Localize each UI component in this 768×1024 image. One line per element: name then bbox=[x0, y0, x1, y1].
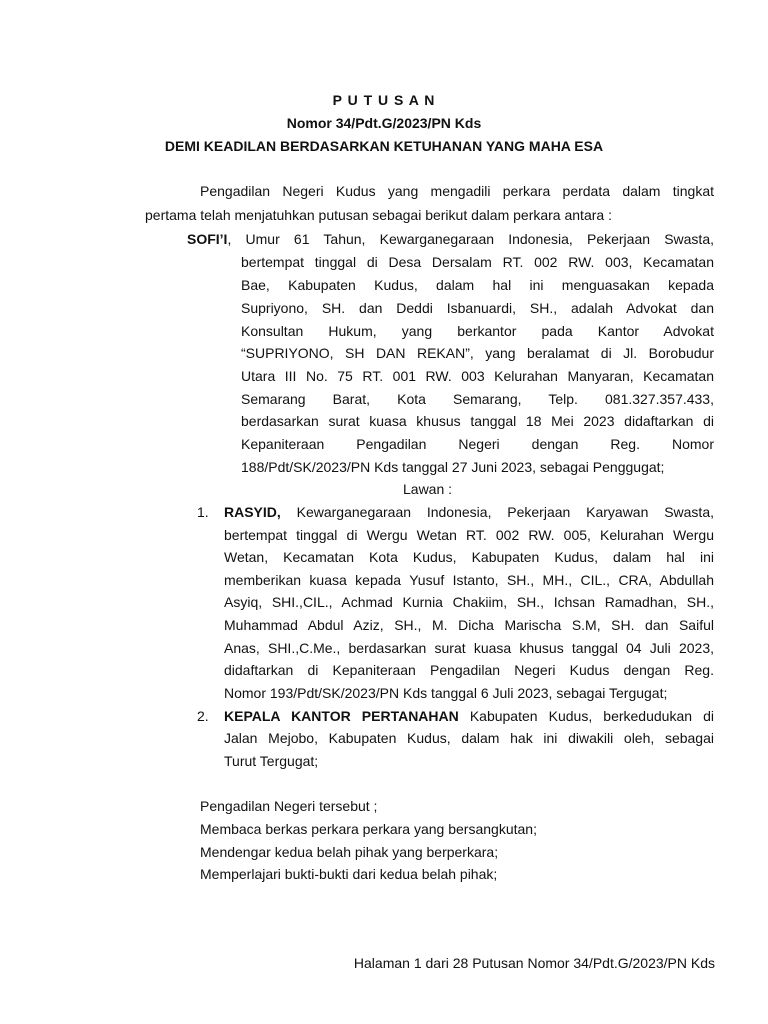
defendant-1-last-line: Nomor 193/Pdt/SK/2023/PN Kds tanggal 6 Juli 2023, sebagai Tergugat; bbox=[224, 685, 668, 701]
defendant-1-line: Anas, SHI.,C.Me., berdasarkan surat kuasa khusus tanggal 04 Juli 2023, bbox=[224, 640, 714, 656]
page-footer: Halaman 1 dari 28 Putusan Nomor 34/Pdt.G/2023/PN Kds bbox=[353, 955, 715, 971]
plaintiff-line: Utara III No. 75 RT. 001 RW. 003 Kelurahan Manyaran, Kecamatan bbox=[241, 368, 714, 384]
plaintiff-line: Supriyono, SH. dan Deddi Isbanuardi, SH., adalah Advokat dan bbox=[241, 300, 714, 316]
plaintiff-line: Semarang Barat, Kota Semarang, Telp. 081.327.357.433, bbox=[241, 391, 714, 407]
intro-line-2: pertama telah menjatuhkan putusan sebagai berikut dalam perkara antara : bbox=[145, 207, 612, 223]
plaintiff-line: bertempat tinggal di Desa Dersalam RT. 002 RW. 003, Kecamatan bbox=[241, 254, 714, 270]
case-number: Nomor 34/Pdt.G/2023/PN Kds bbox=[286, 115, 482, 131]
defendant-1-name: RASYID, bbox=[224, 504, 281, 520]
document-title: P U T U S A N bbox=[332, 92, 436, 108]
plaintiff-line: “SUPRIYONO, SH DAN REKAN”, yang beralamat di Jl. Borobudur bbox=[241, 345, 714, 361]
defendant-1-line: bertempat tinggal di Wergu Wetan RT. 002 RW. 005, Kelurahan Wergu bbox=[224, 527, 714, 543]
defendant-1-line: Muhammad Abdul Aziz, SH., M. Dicha Marischa S.M, SH. dan Saiful bbox=[224, 617, 714, 633]
closing-line: Membaca berkas perkara perkara yang bersangkutan; bbox=[200, 821, 537, 837]
closing-line: Pengadilan Negeri tersebut ; bbox=[200, 798, 378, 814]
court-motto: DEMI KEADILAN BERDASARKAN KETUHANAN YANG MAHA ESA bbox=[164, 138, 604, 154]
defendant-2-last-line: Turut Tergugat; bbox=[224, 753, 319, 769]
plaintiff-line: Kepaniteraan Pengadilan Negeri dengan Reg. Nomor bbox=[241, 436, 714, 452]
plaintiff-last-line: 188/Pdt/SK/2023/PN Kds tanggal 27 Juni 2023, sebagai Penggugat; bbox=[241, 459, 665, 475]
defendant-1-line: didaftarkan di Kepaniteraan Pengadilan Negeri Kudus dengan Reg. bbox=[224, 662, 714, 678]
defendant-1-line: Wetan, Kecamatan Kota Kudus, Kabupaten Kudus, dalam hal ini bbox=[224, 549, 714, 565]
defendant-2-first-line-text: Kabupaten Kudus, berkedudukan di bbox=[458, 708, 714, 724]
plaintiff-first-line-text: , Umur 61 Tahun, Kewarganegaraan Indonesia, Pekerjaan Swasta, bbox=[227, 231, 714, 247]
defendant-2-number: 2. bbox=[197, 708, 209, 724]
plaintiff-line: Bae, Kabupaten Kudus, dalam hal ini menguasakan kepada bbox=[241, 277, 714, 293]
plaintiff-name: SOFI’I bbox=[187, 231, 228, 247]
defendant-1-line: memberikan kuasa kepada Yusuf Istanto, SH., MH., CIL., CRA, Abdullah bbox=[224, 572, 714, 588]
closing-line: Memperlajari bukti-bukti dari kedua belah pihak; bbox=[200, 866, 498, 882]
defendant-1-first-line-text: Kewarganegaraan Indonesia, Pekerjaan Karyawan Swasta, bbox=[280, 504, 714, 520]
defendant-2-name: KEPALA KANTOR PERTANAHAN bbox=[224, 708, 459, 724]
plaintiff-line: berdasarkan surat kuasa khusus tanggal 18 Mei 2023 didaftarkan di bbox=[241, 413, 714, 429]
defendant-1-number: 1. bbox=[197, 504, 209, 520]
defendant-2-first-line bbox=[224, 706, 714, 726]
closing-line: Mendengar kedua belah pihak yang berperkara; bbox=[200, 844, 499, 860]
defendant-2-line: Jalan Mejobo, Kabupaten Kudus, dalam hak ini diwakili oleh, sebagai bbox=[224, 730, 714, 746]
defendant-1-line: Asyiq, SHI.,CIL., Achmad Kurnia Chakiim, SH., Ichsan Ramadhan, SH., bbox=[224, 594, 714, 610]
defendant-1-first-line bbox=[224, 502, 714, 522]
plaintiff-first-line bbox=[187, 229, 714, 249]
versus-label: Lawan : bbox=[403, 481, 453, 497]
plaintiff-line: Konsultan Hukum, yang berkantor pada Kantor Advokat bbox=[241, 323, 714, 339]
intro-line-1: Pengadilan Negeri Kudus yang mengadili perkara perdata dalam tingkat bbox=[200, 183, 714, 199]
